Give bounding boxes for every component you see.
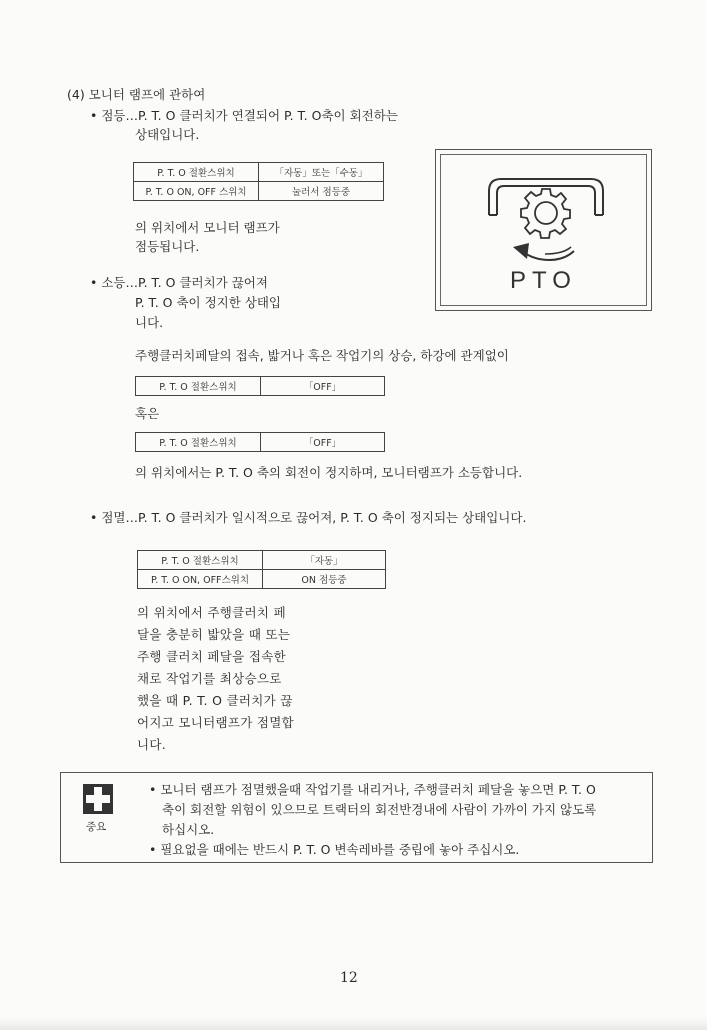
pto-label: PTO	[510, 267, 577, 294]
table-cell: P. T. O 절환스위치	[134, 163, 259, 182]
blinking-para-5: 했을 때 P. T. O 클러치가 끊	[137, 693, 293, 708]
blinking-para-2: 달을 충분히 밟았을 때 또는	[137, 627, 291, 642]
lighting-line-1: • 점등…P. T. O 클러치가 연결되어 P. T. O축이 회전하는	[90, 108, 398, 123]
section-heading: (4) 모니터 램프에 관하여	[67, 87, 206, 102]
lighting-after-2: 점등됩니다.	[135, 239, 200, 254]
lighting-switch-table	[133, 162, 384, 201]
scan-edge-artifact	[0, 1018, 707, 1030]
blinking-para-1: 의 위치에서 주행클러치 페	[137, 605, 286, 620]
table-cell: ON 점등중	[263, 570, 386, 589]
blinking-para-3: 주행 클러치 페달을 접속한	[137, 649, 286, 664]
blinking-para-4: 채로 작업기를 최상승으로	[137, 671, 282, 686]
important-notice-box	[60, 772, 653, 863]
lighting-line-2: 상태입니다.	[135, 127, 200, 142]
pto-monitor-lamp-figure	[435, 149, 652, 311]
extinguish-line-3: 니다.	[135, 315, 164, 330]
lighting-after-1: 의 위치에서 모니터 램프가	[135, 220, 280, 235]
important-cross-icon	[83, 784, 113, 814]
extinguish-switch-table-a	[135, 376, 385, 396]
table-cell: P. T. O ON, OFF스위치	[138, 570, 263, 589]
extinguish-note: 주행클러치페달의 접속, 밟거나 혹은 작업기의 상승, 하강에 관계없이	[135, 348, 509, 363]
pto-figure-frame	[440, 154, 647, 306]
important-label: 중요	[86, 821, 107, 833]
notice-line-4: • 필요없을 때에는 반드시 P. T. O 변속레바를 중립에 놓아 주십시오.	[149, 842, 520, 857]
notice-line-2: 축이 회전할 위험이 있으므로 트랙터의 회전반경내에 사람이 가까이 가지 않도록	[162, 802, 597, 817]
table-cell: 눌러서 점등중	[259, 182, 384, 201]
table-cell: P. T. O 절환스위치	[136, 433, 261, 452]
table-row	[134, 182, 384, 201]
table-cell: 「자동」또는「수동」	[259, 163, 384, 182]
table-cell: P. T. O 절환스위치	[138, 551, 263, 570]
table-cell: 「OFF」	[261, 377, 385, 396]
table-row	[138, 551, 386, 570]
notice-line-1: • 모니터 램프가 점멸했을때 작업기를 내리거나, 주행클러치 페달을 놓으면 P. T. O	[149, 782, 596, 797]
blinking-switch-table	[137, 550, 386, 589]
table-cell: 「OFF」	[261, 433, 385, 452]
blinking-para-6: 어지고 모니터램프가 점멸합	[137, 715, 295, 730]
page-number: 12	[340, 970, 358, 986]
extinguish-switch-table-b	[135, 432, 385, 452]
table-cell: 「자동」	[263, 551, 386, 570]
blinking-line-1: • 점멸…P. T. O 클러치가 일시적으로 끊어져, P. T. O 축이 정지되는 상태입니다.	[90, 510, 527, 525]
table-row	[136, 433, 385, 452]
extinguish-line-1: • 소등…P. T. O 클러치가 끊어져	[90, 275, 268, 290]
blinking-para-7: 니다.	[137, 737, 167, 752]
extinguish-or: 혹은	[135, 406, 160, 421]
table-cell: P. T. O 절환스위치	[136, 377, 261, 396]
table-cell: P. T. O ON, OFF 스위치	[134, 182, 259, 201]
table-row	[134, 163, 384, 182]
extinguish-line-2: P. T. O 축이 정지한 상태입	[135, 295, 281, 310]
table-row	[136, 377, 385, 396]
table-row	[138, 570, 386, 589]
notice-line-3: 하십시오.	[162, 822, 215, 837]
extinguish-after: 의 위치에서는 P. T. O 축의 회전이 정지하며, 모니터램프가 소등합니다.	[135, 465, 523, 480]
